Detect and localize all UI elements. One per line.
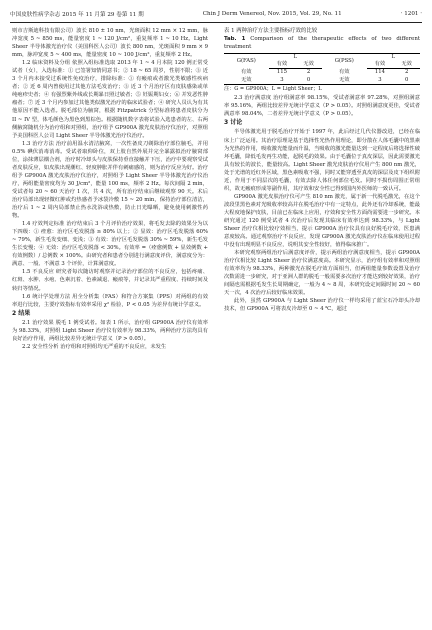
table-cell: 有效 bbox=[338, 69, 350, 76]
paragraph: 2.2 安全性分析 治疗组和对照组均无严重的不良反应，未发生 bbox=[22, 343, 167, 350]
table-head-g: G(FAS) bbox=[224, 54, 269, 69]
table-head-l2: L bbox=[367, 54, 420, 62]
table-cell: 3 bbox=[269, 77, 296, 85]
table-caption-zh: 表 1 两种治疗方法主要指标疗效的比较 bbox=[224, 28, 318, 34]
paragraph: 此外，虽然 GP900A 与 Light Sheer 治疗仪一样均采用了蓝宝石冷却头冷却技术，但 GP900A 可将表皮冷却至 0 ~ 4 ℃，超过 bbox=[224, 298, 420, 313]
journal-info: 中国皮肤性病学杂志 2015 年 11 月第 29 卷第 11 期 bbox=[10, 12, 144, 18]
table-cell: 无效 bbox=[322, 77, 367, 85]
running-header bbox=[10, 8, 422, 20]
table-row bbox=[224, 69, 420, 77]
table-caption bbox=[224, 27, 420, 51]
table-cell: 0 bbox=[295, 77, 322, 85]
table-cell: 无效 bbox=[224, 77, 269, 85]
table-row bbox=[224, 77, 420, 85]
table-cell: 114 bbox=[374, 69, 385, 76]
table-cell: 2 bbox=[404, 69, 409, 76]
table-head-l: L bbox=[269, 54, 322, 62]
table-note: 注：G = GP900A；L = Light Sheer；L bbox=[224, 85, 322, 92]
paragraph: 1.5 不良反应 研究者每次随访时观察并记录治疗部位的不良反应，包括疼痛、红斑、水肿、水疱、色素沉着、色素减退、瘢痕等，并记录其严重程度、持续时间及转归等情况。 bbox=[12, 269, 208, 292]
paragraph: 2.1 治疗效果 脱毛 1 例受试者。如表 1 所示，治疗组 GP900A 治疗仪有效率为 98.33%，对照组 Light Sheer 治疗仪有效率为 98.33%，两种治疗方法均具有良好治疗作用，两组比较差异无统计学意义（P > 0.05）。 bbox=[12, 319, 208, 342]
paragraph: 1.3 治疗方法 治疗前用温水清洁腋窝，一次性备皮刀剃除治疗部位腋毛，并用 0.5% 碘伏消毒消毒。受试者取仰卧位，双上肢自然外展并完全暴露拟治疗腋窝部位，涂抹薄层耦合剂，治疗时冷却头与皮肤保持垂直接触并下压，治疗中要观察受试者皮肤反应，如皮肤出现潮红、轻度肿胀并伴有刺痛感的，则为治疗反应为好。治疗组予 GP900A 激光皮肤治疗仪治疗，对照组予 Light Sheer 半导体激光治疗仪治疗，两组能量密度均为 30 J/cm²，能量 100 ms，频率 2 Hz。每次间隔 2 min，受试者每 20 ~ 60 天治疗 1 次，共 4 次，所有治疗结束后继续观察 90 天。术后治疗局部出现轻微红肿或灼热感者予冰袋冷敷 15 ~ 20 min，保持治疗部位清洁，治疗后 1 ~ 2 周内局部禁止热水洗浴或热敷，防止日光曝晒，避免使用刺激性药物。 bbox=[12, 140, 208, 220]
section-heading: 3 讨论 bbox=[224, 119, 243, 127]
paragraph: 则市吉斯迪科技有限公司）波长 810 ± 10 nm，光斑面积 12 mm × 12 mm，脉冲宽度 5 ~ 850 ms，能量密度 1 ~ 120 J/cm²，重复频率 1 ~ 10 Hz。Light Sheer 半导体激光治疗仪（美国科医人公司）波长 800 nm，光斑面积 9 mm × 9 mm，脉冲宽度 5 ~ 400 ms，能量密度 10 ~ 100 J/cm²，重复频率 2 Hz。 bbox=[12, 28, 208, 59]
paragraph: 本研究观察两组治疗后满意度评价，提示两组治疗满意度相当，提示 GP900A 治疗仪相比较 Light Sheer 治疗仪满意度高。本研究显示，治疗组有效率和对照组有效率均为 98.33%，两种激光在脱毛疗效方面相当，但两组能量参数设置及治疗次数需进一步研究，对于亚洲人群的脱毛一般需要多次治疗才能达到较好效果，治疗间隔也需根据毛发生长周期确定，一般为 4 ~ 8 周，本研究设定间隔时间 20 ~ 60 天一次，4 次治疗后较好临床效果。 bbox=[224, 250, 420, 297]
table-cell: 115 bbox=[276, 69, 287, 76]
table-subhead: 无效 bbox=[393, 61, 420, 69]
paragraph: 1.6 统计学处理方法 用全分析集（FAS）和符合方案集（PPS）对两组的有效率进行比较，主要疗效指标有效率采用 χ² 检验，P < 0.05 为差异有统计学意义。 bbox=[12, 293, 208, 308]
paragraph: GP900A 激光皮肤治疗仪可产生 810 nm 激光，属于新一代脱毛激光，在这个波段里黑色素对光吸收率较高并在脱毛治疗中有一定特点，此外还有冷却系统，能最大程度地保护皮肤，目前已在临床上应用，疗效和安全性方面尚需要进一步研究。本研究通过 120 例受试者 4 次治疗后发现其临床有效率达到 98.33%，与 Light Sheer 治疗仪相比较疗效相当，提示 GP900A 治疗仪具有良好脱毛疗效，医患满意度较高。通过观察治疗不良反应，发现 GP900A 激光皮肤治疗仪在临床使用过程中没有出现明显不良反应，说明其安全性较好，值得临床推广。 bbox=[224, 193, 420, 249]
paragraph: 1.2 临床资料及分组 依照入组标准选取 2013 年 1 ~ 4 月本院 120 例正常受试者（女），入选标准：① 已签署知情同意书；② 18 ~ 65 周岁，性别不限；③ 近 3 个月内未接受过系统性免疫治疗，排除标准：① 有瘢痕或者激光类敏感性疾病者；② 近 6 周内曾使用过其他方法毛发治疗；③ 近 3 个月治疗区有皮肤感染或单纯疱疹史者；④ 有强烈紫外线或长期暴日照过敏者；⑤ 妊娠期妇女；⑥ 并发恶性肿瘤者；⑦ 近 3 个月内参加过其他类似激光治疗的临床试验者；④ 研究人员认为有其他原因不能入选者。脱毛部位为腋窝，根据 Fitzpatrick 分型标准将患者皮肤分为 II ~ IV 型，体毛颜色为黑色到黑棕色。根据随机数字表将试验入选患者的左、右两侧腋窝随机分为治疗组和对照组，治疗组予 GP900A 激光皮肤治疗仪治疗，对照组予美国科医人公司 Light Sheer 半导体激光治疗仪治疗。 bbox=[12, 60, 208, 139]
page-number: · 1201 · bbox=[400, 11, 422, 17]
table-cell: 2 bbox=[306, 69, 311, 76]
table-head-gpss: G(PSS) bbox=[322, 54, 367, 69]
paragraph: 半导体激光用于脱毛治疗开始于 1997 年，此后经过几代仪器改进，已经在临床上广泛运用。其治疗原理是基于选择性光热作用理论，即分散在人体毛囊中的黑素为光热的作用，吸收激光能量而升温，当吸收的激光能量达到一定程度后将选择性破坏毛囊，降低毛发再生功能，起脱毛的效果。由于毛囊位于真皮深层，因此需要激光具有较长的波长，能量较高。Light Sheer 激光皮肤治疗仪用产生 800 nm 激光，处于光谱的近红外区域，黑色素吸收不强，同时又能穿透至真皮的深层及皮下组织附近，作用于不同层次的毛囊，有效去除人体任何部位毛发。同时不损伤周围正常组织，故无瘢痕形成等副作用，其疗效和安全性已得到国内外医师的一致认可。 bbox=[224, 129, 420, 192]
table-subhead: 有效 bbox=[367, 61, 394, 69]
paragraph: 2.3 治疗满意度 治疗组满意率 98.15%，受试者满意率 97.28%，对照组满意率 95.16%，两组比较差异无统计学意义（P > 0.05）。对照组满意度更佳，受试者满意率 98.04%，二者差异无统计学意义（P > 0.05）。 bbox=[224, 95, 421, 118]
table-cell: 有效 bbox=[240, 69, 252, 76]
results-table bbox=[224, 53, 420, 85]
table-subhead: 有效 bbox=[269, 61, 296, 69]
paragraph: 1.4 疗效判定标准 治疗结束后 3 个月评价治疗效果，将毛发去除的效果分为以下四级：① 痊愈：治疗区毛发脱落 ≥ 80% 以上；② 显效：治疗区毛发脱落 60% ~ 79%，新生毛发变细、变浅；③ 有效：治疗区毛发脱落 30% ~ 59%，新生毛发生长变慢；④ 无效：治疗区毛发脱落 < 30%。有效率 =（痊愈例数 + 显效例数 + 有效例数）/ 总例数 × 100%。由研究者和患者分别进行满意度评价，满意度分为：满意、一般、不满意 3 个评价，计算满意度。 bbox=[12, 221, 208, 268]
table-caption-label: Tab. 1 bbox=[224, 36, 246, 42]
header-rule bbox=[10, 22, 422, 23]
table-cell: 3 bbox=[367, 77, 394, 85]
section-heading: 2 结果 bbox=[12, 309, 31, 317]
left-column bbox=[12, 27, 208, 351]
right-column bbox=[224, 27, 420, 314]
table-subhead: 无效 bbox=[295, 61, 322, 69]
journal-info-en: Chin J Derm Venereol, Nov. 2015, Vol. 29, No. 11 bbox=[202, 11, 342, 17]
table-caption-en: Comparison of the therapeutic effects of two different treatment bbox=[224, 36, 420, 50]
table-cell: 0 bbox=[393, 77, 420, 85]
